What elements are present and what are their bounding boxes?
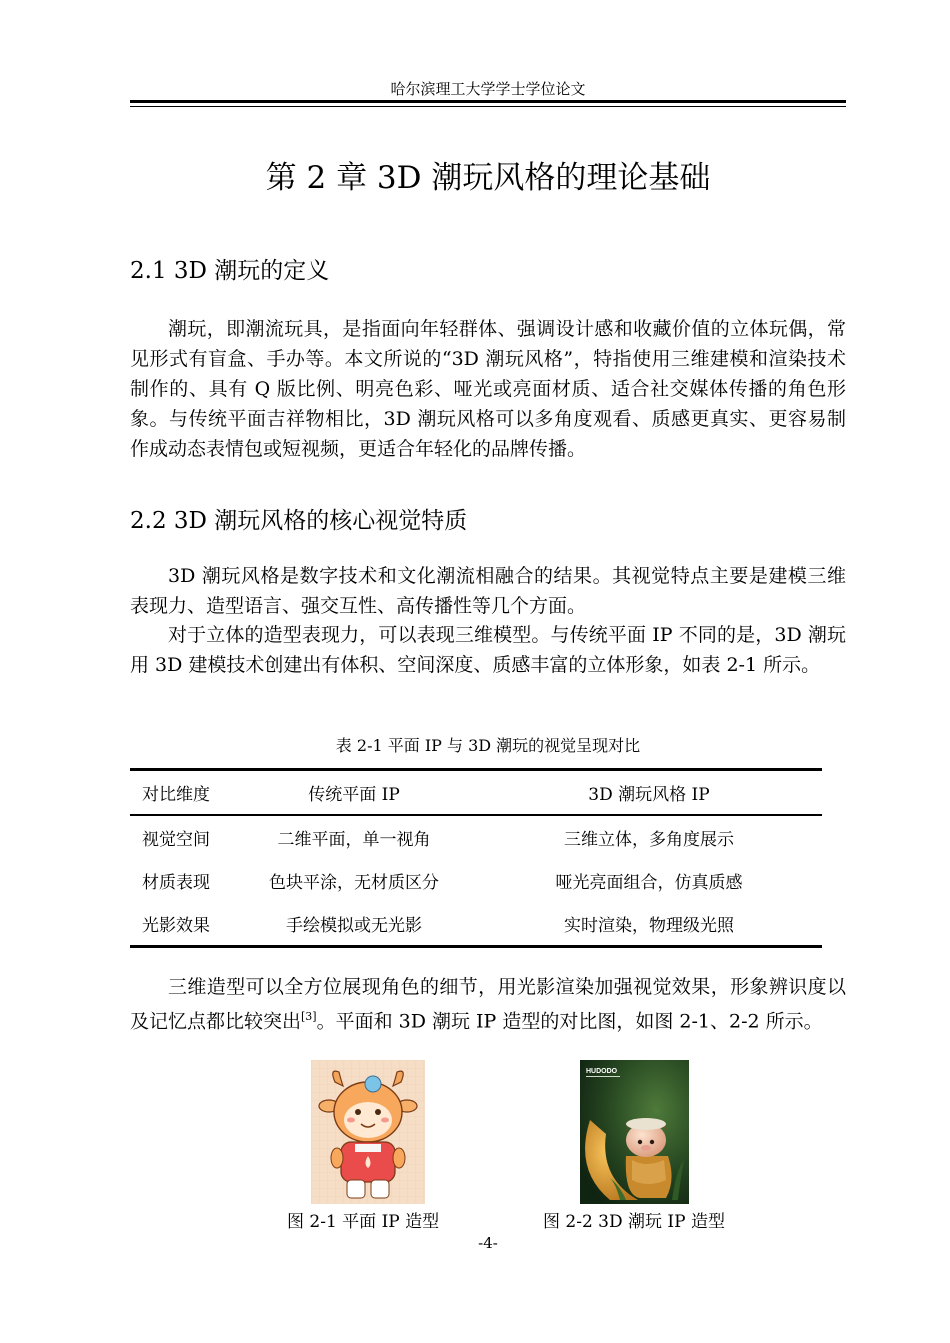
table-cell: 视觉空间 <box>142 830 210 850</box>
figure-2-2-caption: 图 2-2 3D 潮玩 IP 造型 <box>543 1212 725 1232</box>
table-cell: 材质表现 <box>142 873 210 893</box>
citation-ref[interactable]: [3] <box>301 1010 317 1023</box>
3d-toy-render <box>580 1060 689 1204</box>
table-caption: 表 2-1 平面 IP 与 3D 潮玩的视觉呈现对比 <box>335 736 641 755</box>
paragraph-comparison <box>130 972 846 1036</box>
figure-2-1-caption: 图 2-1 平面 IP 造型 <box>287 1212 440 1232</box>
table-cell: 色块平涂，无材质区分 <box>269 873 439 893</box>
chapter-title: 第 2 章 3D 潮玩风格的理论基础 <box>265 160 711 196</box>
table-header-cell: 对比维度 <box>142 785 210 805</box>
paragraph-visual-traits: 3D 潮玩风格是数字技术和文化潮流相融合的结果。其视觉特点主要是建模三维表现力、造型语言、强交互性、高传播性等几个方面。 <box>130 565 846 617</box>
header-rule-thick <box>130 100 846 103</box>
table-cell: 哑光亮面组合，仿真质感 <box>555 873 743 893</box>
table-row <box>130 815 822 859</box>
header-rule-thin <box>130 106 846 107</box>
running-header: 哈尔滨理工大学学士学位论文 <box>390 80 586 98</box>
section-heading-2-1: 2.1 3D 潮玩的定义 <box>130 258 330 284</box>
paragraph-text: 三维造型可以全方位展现角色的细节，用光影渲染加强视觉效果，形象辨识度以及记忆点都比较突出 <box>130 976 846 1033</box>
paragraph-definition: 潮玩，即潮流玩具，是指面向年轻群体、强调设计感和收藏价值的立体玩偶，常见形式有盲盒、手办等。本文所说的“3D 潮玩风格”，特指使用三维建模和渲染技术制作的、具有 Q 版比例、明亮色彩、哑光或亮面材质、适合社交媒体传播的角色形象。与传统平面吉祥物相比，3D 潮玩风格可以多角度观看、质感更真实、更容易制作成动态表情包或短视频，更适合年轻化的品牌传播。 <box>130 318 846 460</box>
table-cell: 手绘模拟或无光影 <box>286 916 422 936</box>
table-cell: 实时渲染，物理级光照 <box>564 916 734 936</box>
comparison-table <box>130 768 822 948</box>
brand-logo-text: HUDODO <box>586 1068 618 1075</box>
table-cell: 光影效果 <box>142 916 210 936</box>
paragraph-text: 。平面和 3D 潮玩 IP 造型的对比图，如图 2-1、2-2 所示。 <box>316 1010 823 1033</box>
table-row <box>130 902 822 947</box>
table-cell: 二维平面，单一视角 <box>277 830 431 850</box>
section-heading-2-2: 2.2 3D 潮玩风格的核心视觉特质 <box>130 508 468 534</box>
table-header-row <box>130 770 822 816</box>
paragraph-modeling: 对于立体的造型表现力，可以表现三维模型。与传统平面 IP 不同的是，3D 潮玩用 3D 建模技术创建出有体积、空间深度、质感丰富的立体形象，如表 2-1 所示。 <box>130 624 846 676</box>
figure-flat-ip <box>311 1060 425 1204</box>
table-header-cell: 3D 潮玩风格 IP <box>588 785 710 805</box>
table-row <box>130 859 822 902</box>
table-cell: 三维立体，多角度展示 <box>564 830 734 850</box>
page-number: -4- <box>478 1234 498 1252</box>
table-header-cell: 传统平面 IP <box>308 785 400 805</box>
figure-3d-ip <box>580 1060 689 1204</box>
flat-calf-illustration <box>311 1060 425 1204</box>
